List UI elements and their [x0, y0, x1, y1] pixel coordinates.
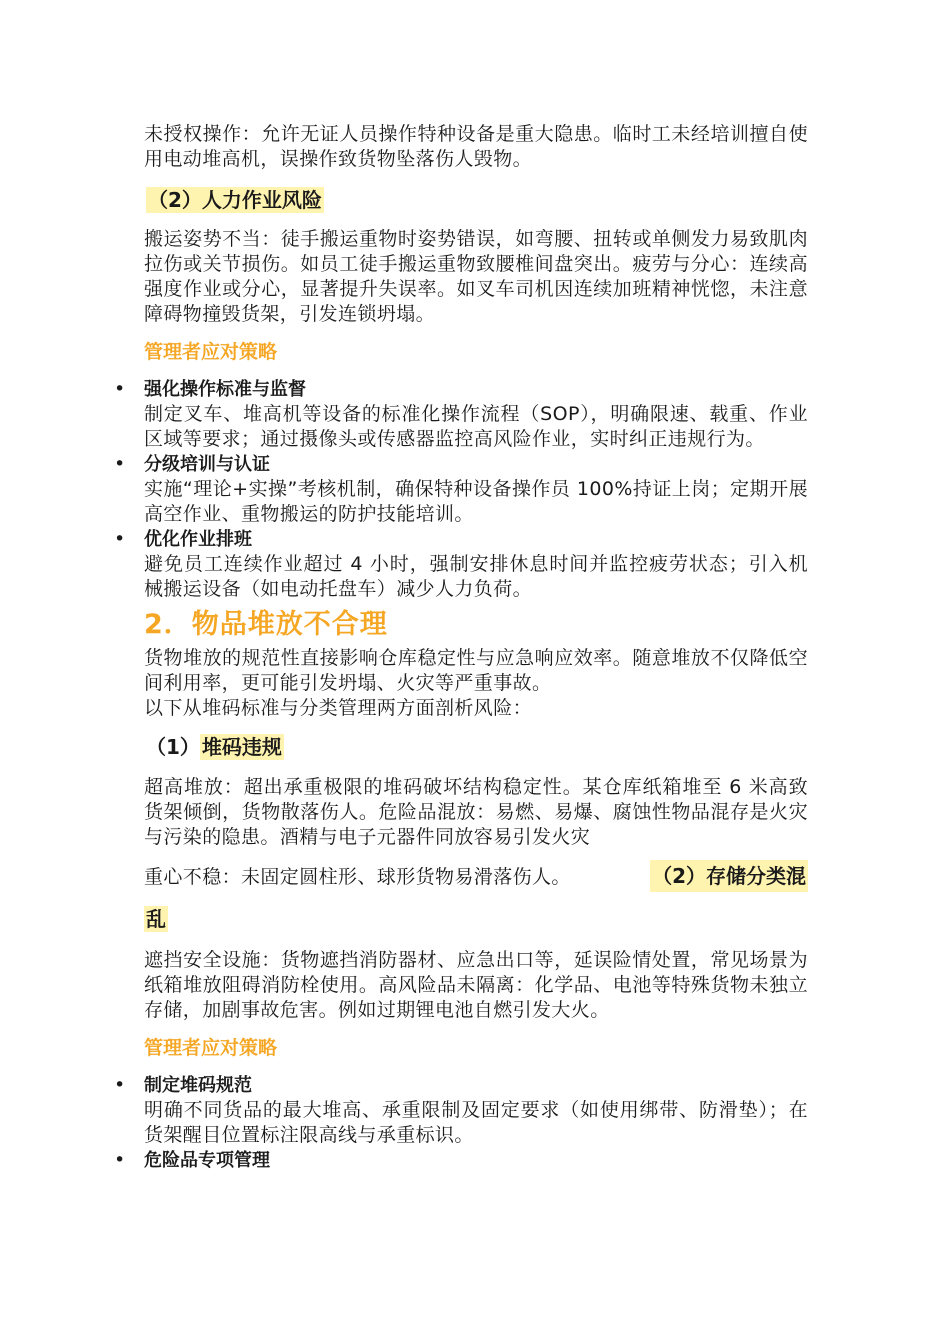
paragraph-stacking-intro: 货物堆放的规范性直接影响仓库稳定性与应急响应效率。随意堆放不仅降低空间利用率，更可能引发坍塌、火灾等严重事故。: [144, 647, 808, 694]
list-item-title: 优化作业排班: [144, 529, 252, 550]
list-item-title: 制定堆码规范: [144, 1075, 252, 1096]
bullet-icon: •: [114, 453, 126, 475]
document-body: [114, 122, 808, 1173]
strategy-list-2: [114, 1073, 808, 1173]
subheading-storage-disorder: （2）存储分类混: [650, 860, 808, 892]
subheading-stacking-violation: [144, 733, 808, 761]
subheading-storage-disorder-continued: 乱: [146, 907, 166, 931]
subheading-stacking-violation-number: （1）: [146, 735, 200, 759]
list-item-text: 明确不同货品的最大堆高、承重限制及固定要求（如使用绑带、防滑垫）；在货架醒目位置标注限高线与承重标识。: [144, 1099, 808, 1146]
center-of-gravity-line: [144, 860, 808, 892]
paragraph-stacking-violation: 超高堆放：超出承重极限的堆码破坏结构稳定性。某仓库纸箱堆至 6 米高致货架倾倒，货物散落伤人。危险品混放：易燃、易爆、腐蚀性物品混存是火灾与污染的隐患。酒精与电子元器件同放容易引发火灾: [144, 776, 808, 848]
strategy-list-1: [114, 377, 808, 602]
list-item-title: 分级培训与认证: [144, 454, 270, 475]
list-item-text: 实施“理论+实操”考核机制，确保特种设备操作员 100%持证上岗；定期开展高空作业、重物搬运的防护技能培训。: [144, 478, 808, 525]
subheading-storage-disorder-wrap: [144, 904, 808, 934]
bullet-icon: •: [114, 378, 126, 400]
strategy-heading-1: 管理者应对策略: [144, 341, 278, 363]
subheading-manual-work-risk-text: （2）人力作业风险: [148, 188, 322, 212]
bullet-icon: •: [114, 1074, 126, 1096]
list-item-text: 避免员工连续作业超过 4 小时，强制安排休息时间并监控疲劳状态；引入机械搬运设备（如电动托盘车）减少人力负荷。: [144, 553, 808, 600]
list-item-title: 强化操作标准与监督: [144, 379, 306, 400]
list-item: [114, 377, 808, 452]
bullet-icon: •: [114, 528, 126, 550]
list-item: [114, 527, 808, 602]
paragraph-manual-work-risk: 搬运姿势不当：徒手搬运重物时姿势错误，如弯腰、扭转或单侧发力易致肌肉拉伤或关节损伤。如员工徒手搬运重物致腰椎间盘突出。疲劳与分心：连续高强度作业或分心，显著提升失误率。如叉车司机因连续加班精神恍惚，未注意障碍物撞毁货架，引发连锁坍塌。: [144, 228, 808, 325]
paragraph-center-of-gravity: 重心不稳：未固定圆柱形、球形货物易滑落伤人。: [144, 866, 571, 888]
list-item: [114, 452, 808, 527]
list-item-text: 制定叉车、堆高机等设备的标准化操作流程（SOP），明确限速、载重、作业区域等要求；通过摄像头或传感器监控高风险作业，实时纠正违规行为。: [144, 403, 808, 450]
list-item-title: 危险品专项管理: [144, 1150, 270, 1171]
list-item: [114, 1148, 808, 1173]
list-item: [114, 1073, 808, 1148]
paragraph-unauthorized-operation: 未授权操作：允许无证人员操作特种设备是重大隐患。临时工未经培训擅自使用电动堆高机，误操作致货物坠落伤人毁物。: [144, 123, 808, 170]
section-heading-stacking: 2．物品堆放不合理: [144, 609, 388, 640]
bullet-icon: •: [114, 1149, 126, 1171]
subheading-manual-work-risk: [144, 186, 808, 214]
paragraph-storage-disorder: 遮挡安全设施：货物遮挡消防器材、应急出口等，延误险情处置，常见场景为纸箱堆放阻碍消防栓使用。高风险品未隔离：化学品、电池等特殊货物未独立存储，加剧事故危害。例如过期锂电池自燃引发大火。: [144, 949, 808, 1021]
paragraph-stacking-analysis-note: 以下从堆码标准与分类管理两方面剖析风险：: [144, 697, 533, 719]
strategy-heading-2: 管理者应对策略: [144, 1037, 278, 1059]
subheading-stacking-violation-text: 堆码违规: [201, 735, 282, 759]
